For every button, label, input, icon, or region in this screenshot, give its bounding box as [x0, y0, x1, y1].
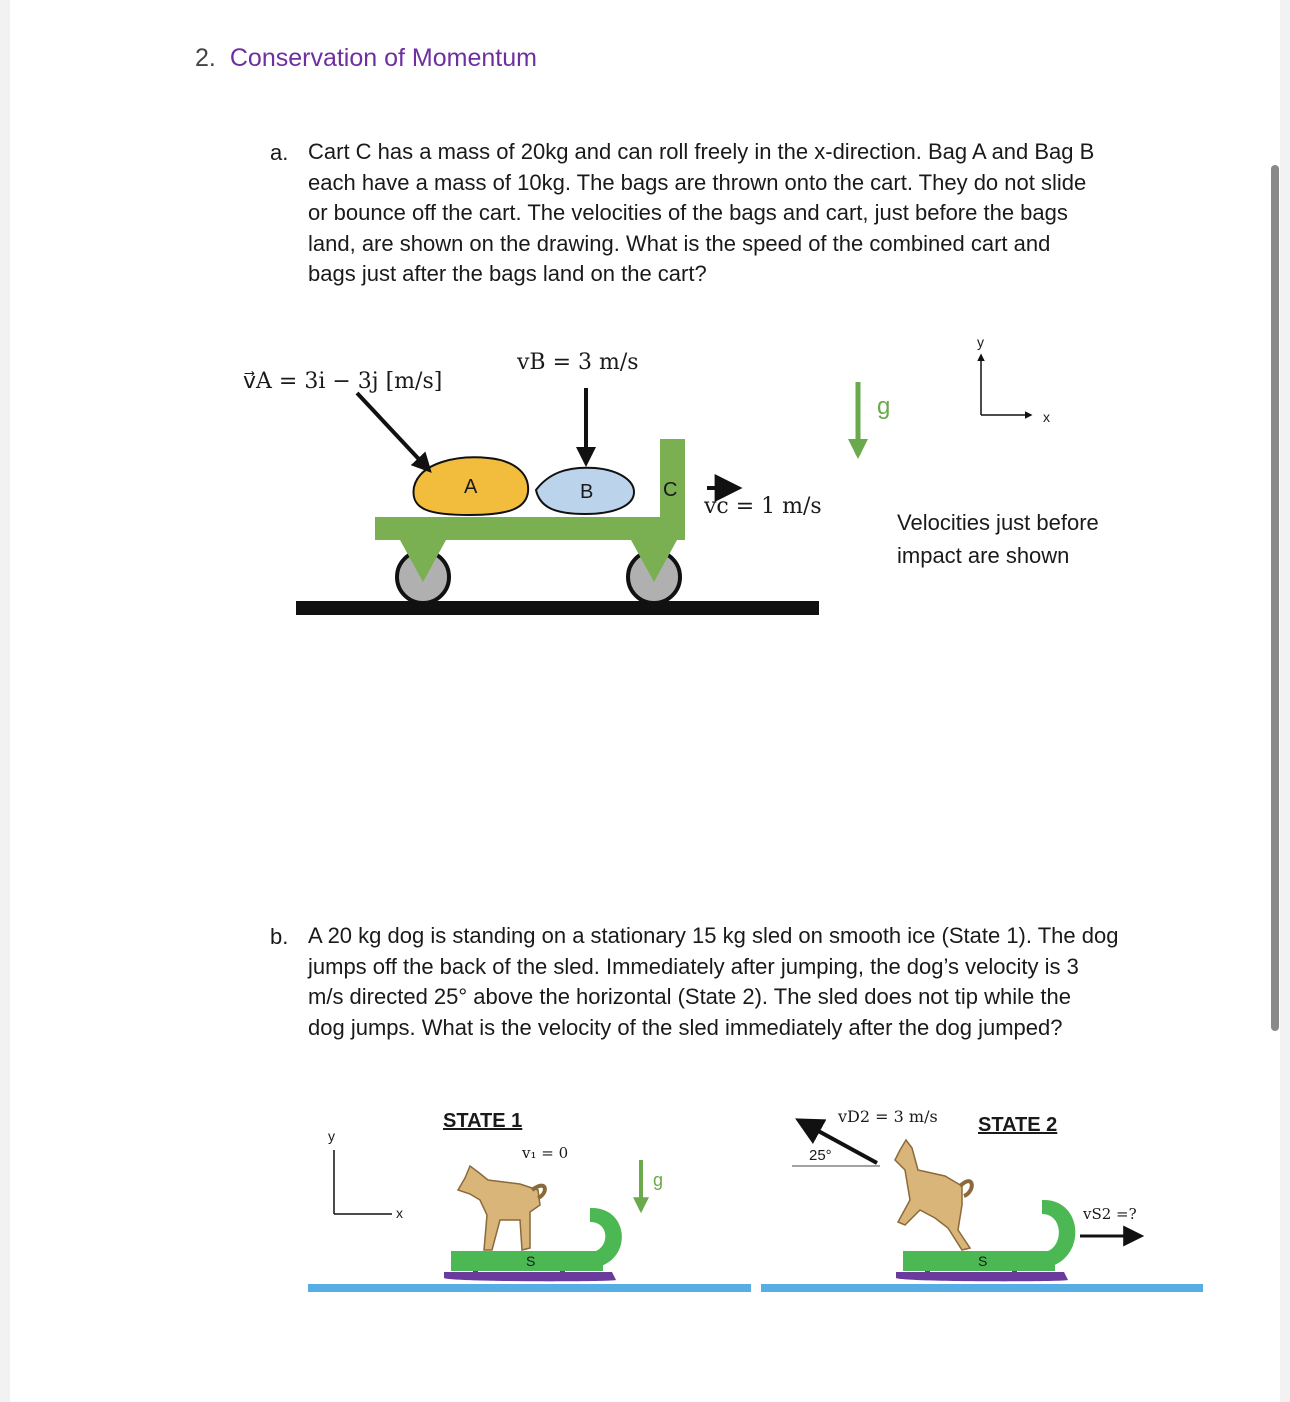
section-number: 2.	[195, 44, 216, 72]
part-b-line: dog jumps. What is the velocity of the sled immediately after the dog jumped?	[308, 1014, 1063, 1040]
va-arrow	[357, 393, 429, 470]
part-b-marker: b.	[270, 924, 289, 949]
dog-state2	[895, 1140, 972, 1250]
part-a-marker: a.	[270, 140, 289, 165]
part-a-line: or bounce off the cart. The velocities of the bags and cart, just before the bags	[308, 200, 1068, 225]
vb-label: vB = 3 m/s	[517, 350, 639, 375]
sled-state1	[444, 1208, 622, 1281]
ice-state2	[761, 1284, 1203, 1292]
part-a-line: each have a mass of 10kg. The bags are thrown onto the cart. They do not slide	[308, 169, 1087, 195]
part-a-line: Cart C has a mass of 20kg and can roll freely in the x-direction. Bag A and Bag B	[308, 139, 1095, 164]
vc-label: vc = 1 m/s	[704, 494, 822, 519]
vs2-label: vS2 =?	[1083, 1205, 1137, 1223]
cart-deck	[375, 517, 685, 540]
part-a-line: land, are shown on the drawing. What is the speed of the combined cart and	[308, 230, 1051, 256]
axis-x-label-b: x	[396, 1205, 403, 1221]
ground-line	[296, 601, 819, 615]
part-b-line: m/s directed 25° above the horizontal (State 2). The sled does not tip while the	[308, 984, 1071, 1009]
axis-y-label-b: y	[328, 1128, 335, 1144]
vd2-label: vD2 = 3 m/s	[838, 1107, 938, 1126]
section-title: Conservation of Momentum	[229, 44, 537, 72]
gravity-label-a: g	[877, 393, 891, 420]
state2-label: STATE 2	[978, 1114, 1058, 1136]
ice-state1	[308, 1284, 751, 1292]
sled-label-state2: S	[978, 1253, 988, 1269]
figure-note-line: Velocities just before	[897, 510, 1099, 535]
figure-note	[897, 506, 1099, 572]
part-b-line: A 20 kg dog is standing on a stationary 15 kg sled on smooth ice (State 1). The dog	[308, 923, 1119, 948]
bag-b-label: B	[580, 481, 594, 503]
angle-label: 25°	[809, 1147, 832, 1164]
va-label: v⃗A = 3i − 3j [m/s]	[243, 369, 443, 394]
part-b-line: jumps off the back of the sled. Immediately after jumping, the dog’s velocity is 3	[308, 953, 1079, 979]
axis-y-label-a: y	[977, 334, 984, 350]
cart-label: C	[663, 479, 678, 501]
state1-label: STATE 1	[443, 1110, 523, 1132]
sled-figure	[308, 1121, 1203, 1292]
dog-state1	[458, 1166, 545, 1250]
v1-label: v₁ = 0	[522, 1144, 569, 1162]
sled-label-state1: S	[526, 1253, 536, 1269]
gravity-label-b: g	[653, 1170, 664, 1190]
bag-a-label: A	[464, 476, 478, 498]
figure-note-line: impact are shown	[897, 543, 1070, 568]
part-a-line: bags just after the bags land on the cart?	[308, 261, 707, 286]
axis-x-label-a: x	[1043, 409, 1050, 425]
